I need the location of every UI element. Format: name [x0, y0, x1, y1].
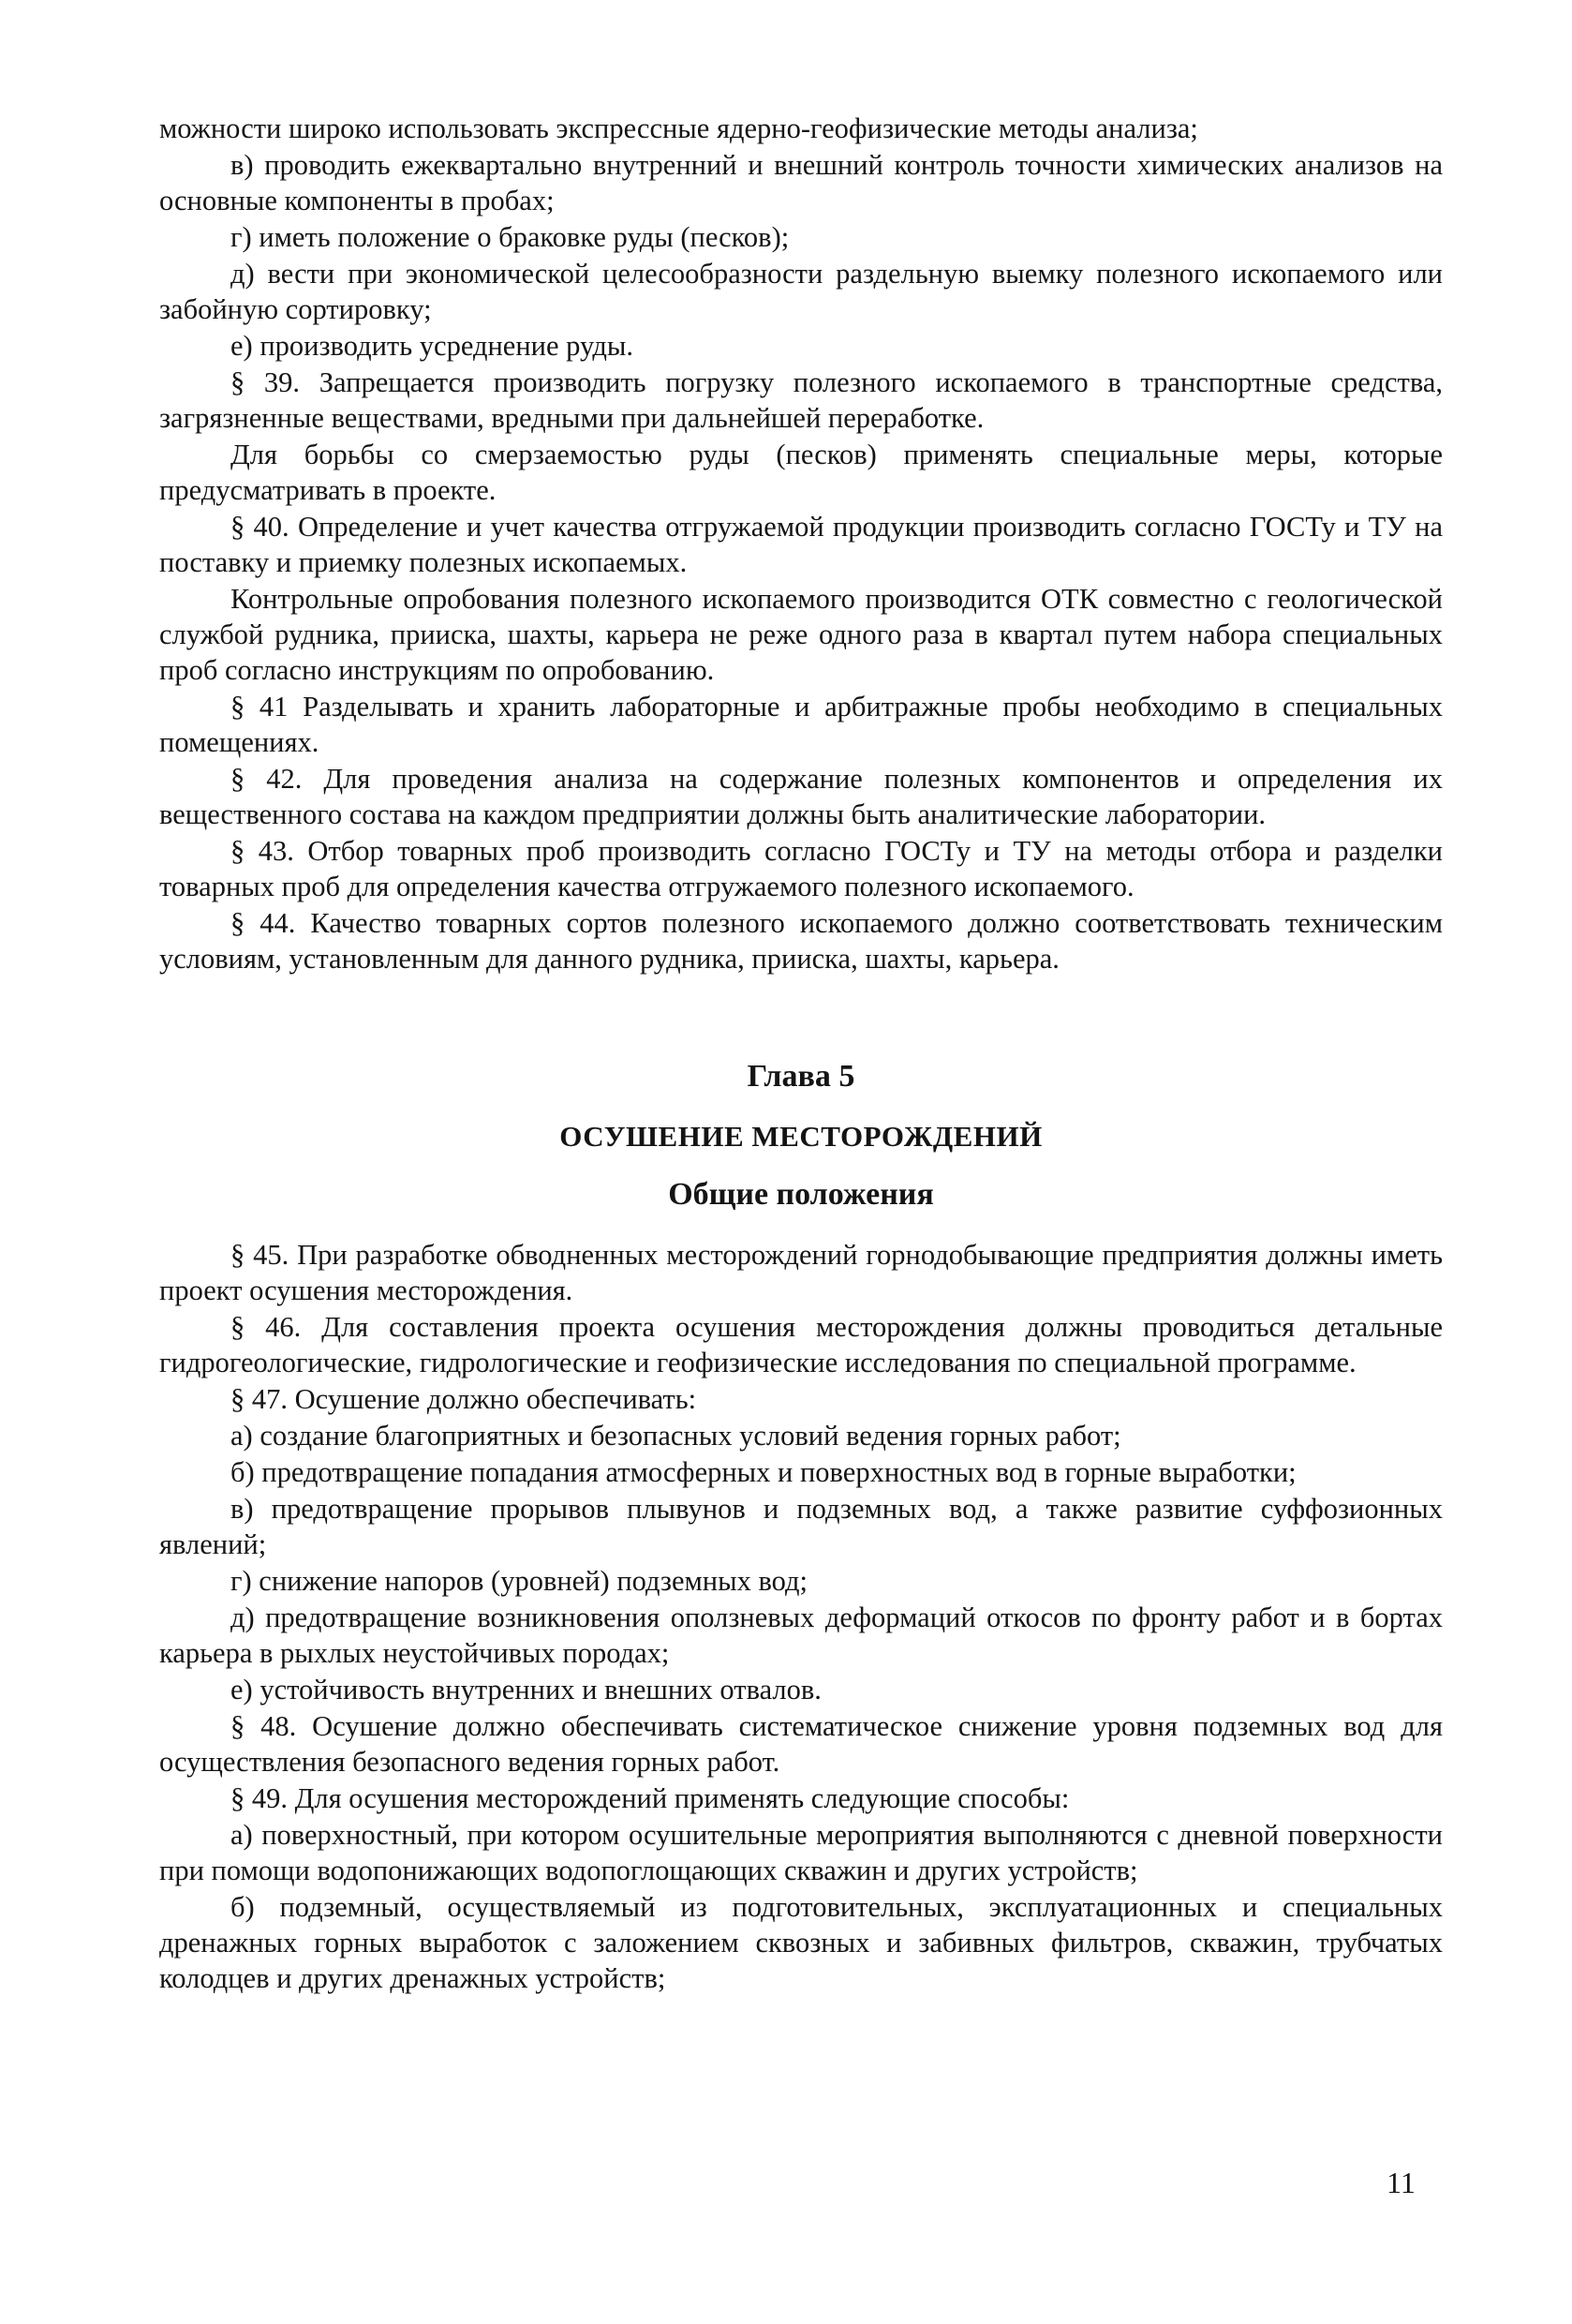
chapter-title: ОСУШЕНИЕ МЕСТОРОЖДЕНИЙ [559, 1120, 1043, 1153]
paragraph: г) снижение напоров (уровней) подземных вод; [230, 1565, 808, 1597]
paragraph: § 42. Для проведения анализа на содержание полезных компонентов и определения их вещественного состава на каждом предприятии должны быть аналитические лаборатории. [159, 763, 1443, 830]
paragraph: д) предотвращение возникновения оползневых деформаций откосов по фронту работ и в бортах карьера в рыхлых неустойчивых породах; [159, 1601, 1443, 1669]
paragraph: § 43. Отбор товарных проб производить согласно ГОСТу и ТУ на методы отбора и разделки товарных проб для определения качества отгружаемого полезного ископаемого. [159, 835, 1443, 902]
paragraph: а) создание благоприятных и безопасных условий ведения горных работ; [230, 1420, 1121, 1452]
paragraph: Контрольные опробования полезного ископаемого производится ОТК совместно с геологической службой рудника, прииска, шахты, карьера не реже одного раза в квартал путем набора специальных проб согласно инструкциям по опробованию. [159, 583, 1443, 686]
paragraph: § 40. Определение и учет качества отгружаемой продукции производить согласно ГОСТу и ТУ на поставку и приемку полезных ископаемых. [159, 511, 1443, 578]
chapter-label: Глава 5 [747, 1059, 855, 1094]
paragraph: е) устойчивость внутренних и внешних отвалов. [230, 1674, 822, 1706]
paragraph: б) подземный, осуществляемый из подготовительных, эксплуатационных и специальных дренажных горных выработок с заложением сквозных и забивных фильтров, скважин, трубчатых колодцев и других дренажных устройств; [159, 1891, 1443, 1994]
paragraph: § 47. Осушение должно обеспечивать: [230, 1383, 697, 1415]
paragraph: § 46. Для составления проекта осушения месторождения должны проводиться детальные гидрогеологические, гидрологические и геофизические исследования по специальной программе. [159, 1311, 1443, 1378]
paragraph: § 45. При разработке обводненных месторождений горнодобывающие предприятия должны иметь проект осушения месторождения. [159, 1239, 1443, 1306]
paragraph: § 48. Осушение должно обеспечивать систематическое снижение уровня подземных вод для осуществления безопасного ведения горных работ. [159, 1710, 1443, 1778]
paragraph: § 49. Для осушения месторождений применять следующие способы: [230, 1782, 1070, 1814]
paragraph: можности широко использовать экспрессные ядерно-геофизические методы анализа; [159, 112, 1198, 144]
paragraph: в) предотвращение прорывов плывунов и подземных вод, а также развитие суффозионных явлений; [159, 1493, 1443, 1560]
section-title: Общие положения [668, 1177, 934, 1212]
paragraph: Для борьбы со смерзаемостью руды (песков) применять специальные меры, которые предусматривать в проекте. [159, 439, 1443, 506]
paragraph: б) предотвращение попадания атмосферных и поверхностных вод в горные выработки; [230, 1456, 1297, 1488]
paragraph: § 41 Разделывать и хранить лабораторные и арбитражные пробы необходимо в специальных помещениях. [159, 691, 1443, 758]
paragraph: § 39. Запрещается производить погрузку полезного ископаемого в транспортные средства, загрязненные веществами, вредными при дальнейшей переработке. [159, 366, 1443, 434]
paragraph: § 44. Качество товарных сортов полезного ископаемого должно соответствовать техническим условиям, установленным для данного рудника, прииска, шахты, карьера. [159, 907, 1443, 975]
paragraph: в) проводить ежеквартально внутренний и внешний контроль точности химических анализов на основные компоненты в пробах; [159, 149, 1443, 216]
document-page [159, 111, 1443, 1997]
paragraph: г) иметь положение о браковке руды (песков); [230, 221, 790, 253]
paragraph: е) производить усреднение руды. [230, 330, 633, 362]
paragraph: а) поверхностный, при котором осушительные мероприятия выполняются с дневной поверхности при помощи водопонижающих водопоглощающих скважин и других устройств; [159, 1819, 1443, 1886]
paragraph: д) вести при экономической целесообразности раздельную выемку полезного ископаемого или забойную сортировку; [159, 258, 1443, 325]
page-number: 11 [1387, 2166, 1416, 2199]
